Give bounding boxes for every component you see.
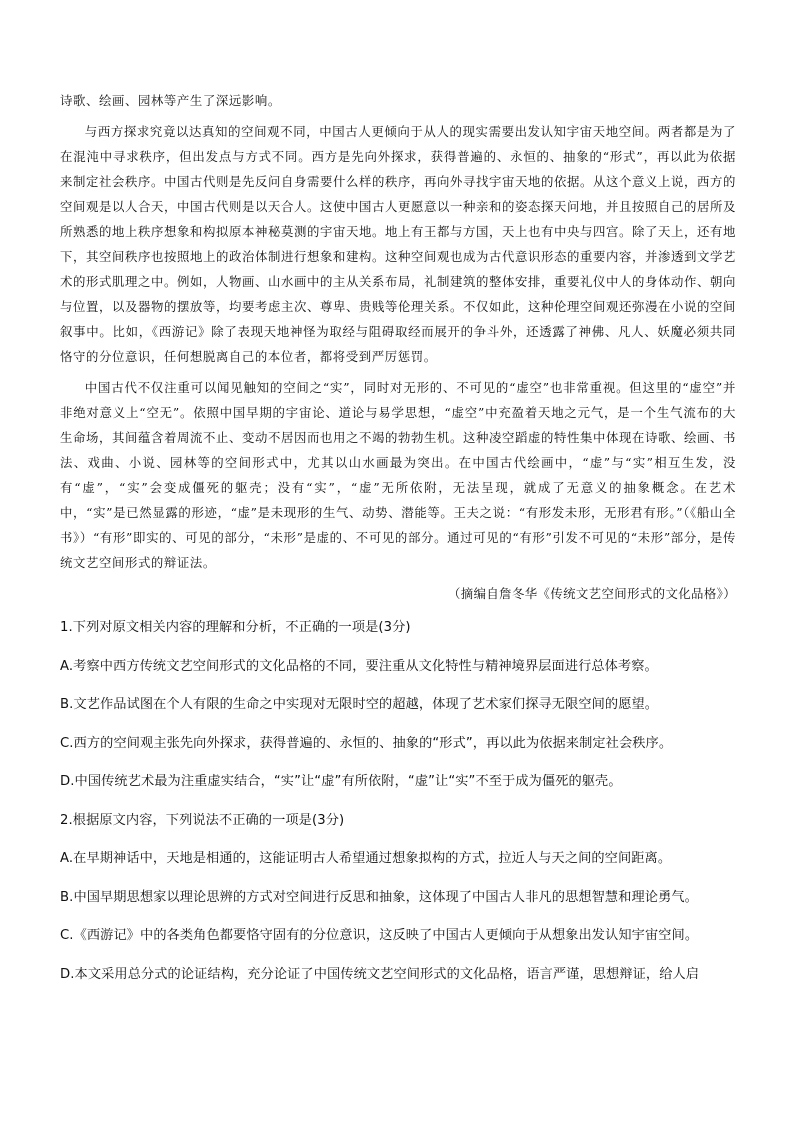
question-2-option-b: B.中国早期思想家以理论思辨的方式对空间进行反思和抽象，这体现了中国古人非凡的思想智慧和理论勇气。: [60, 889, 698, 905]
question-2-stem: 2.根据原文内容，下列说法不正确的一项是(3分): [60, 812, 345, 828]
exam-page: [60, 88, 736, 1003]
question-2-option-a: A.在早期神话中，天地是相通的，这能证明古人希望通过想象拟构的方式，拉近人与天之间的空间距离。: [60, 851, 672, 866]
question-1-option-d: D.中国传统艺术最为注重虚实结合，“实”让“虚”有所依附，“虚”让“实”不至于成为僵死的躯壳。: [60, 774, 622, 789]
question-1-option-a: A.考察中西方传统文艺空间形式的文化品格的不同，要注重从文化特性与精神境界层面进行总体考察。: [60, 658, 658, 674]
passage-paragraph-2: 与西方探求究竟以达真知的空间观不同，中国古人更倾向于从人的现实需要出发认知宇宙天地空间。两者都是为了在混沌中寻求秩序，但出发点与方式不同。西方是先向外探求，获得普遍的、永恒的、抽象的“形式”，再以此为依据来制定社会秩序。中国古代则是先反问自身需要什么样的秩序，再向外寻找宇宙天地的依据。从这个意义上说，西方的空间观是以人合天，中国古代则是以天合人。这使中国古人更愿意以一种亲和的姿态探天问地，并且按照自己的居所及所熟悉的地上秩序想象和构拟原本神秘莫测的宇宙天地。地上有王都与方国，天上也有中央与四宫。除了天上，还有地下，其空间秩序也按照地上的政治体制进行想象和建构。这种空间观也成为古代意识形态的重要内容，并渗透到文学艺术的形式肌理之中。例如，人物画、山水画中的主从关系布局，礼制建筑的整体安排，重要礼仪中人的身体动作、朝向与位置，以及器物的摆放等，均要考虑主次、尊卑、贵贱等伦理关系。不仅如此，这种伦理空间观还弥漫在小说的空间叙事中。比如，《西游记》除了表现天地神怪为取经与阻碍取经而展开的争斗外，还透露了神佛、凡人、妖魔必须共同恪守的分位意识，任何想脱离自己的本位者，都将受到严厉惩罚。: [60, 124, 736, 364]
question-2-option-c: C.《西游记》中的各类角色都要恪守固有的分位意识，这反映了中国古人更倾向于从想象出发认知宇宙空间。: [60, 928, 699, 943]
passage-source: （摘编自詹冬华《传统文艺空间形式的文化品格》）: [448, 586, 736, 601]
question-1-option-c: C.西方的空间观主张先向外探求，获得普遍的、永恒的、抽象的“形式”，再以此为依据来制定社会秩序。: [60, 735, 673, 751]
question-2-option-d: D.本文采用总分式的论证结构，充分论证了中国传统文艺空间形式的文化品格，语言严谨，思想辩证，给人启: [60, 966, 700, 982]
question-1-stem: 1.下列对原文相关内容的理解和分析，不正确的一项是(3分): [60, 620, 411, 635]
question-1-option-b: B.文艺作品试图在个人有限的生命之中实现对无限时空的超越，体现了艺术家们探寻无限空间的愿望。: [60, 697, 659, 712]
reading-passage: [60, 88, 736, 606]
question-section: [60, 618, 736, 985]
passage-paragraph-continued: 诗歌、绘画、园林等产生了深远影响。: [60, 93, 281, 108]
passage-paragraph-3: 中国古代不仅注重可以闻见触知的空间之“实”，同时对无形的、不可见的“虚空”也非常重视。但这里的“虚空”并非绝对意义上“空无”。依照中国早期的宇宙论、道论与易学思想，“虚空”中充盈着天地之元气，是一个生气流布的大生命场，其间蕴含着周流不止、变动不居因而也用之不竭的勃勃生机。这种凌空蹈虚的特性集中体现在诗歌、绘画、书法、戏曲、小说、园林等的空间形式中，尤其以山水画最为突出。在中国古代绘画中，“虚”与“实”相互生发，没有“虚”，“实”会变成僵死的躯壳；没有“实”，“虚”无所依附，无法呈现，就成了无意义的抽象概念。在艺术中，“实”是已然显露的形迹，“虚”是未现形的生气、动势、潜能等。王夫之说：“有形发未形，无形君有形。”（《船山全书》）“有形”即实的、可见的部分，“未形”是虚的、不可见的部分。通过可见的“有形”引发不可见的“未形”部分，是传统文艺空间形式的辩证法。: [60, 380, 736, 570]
